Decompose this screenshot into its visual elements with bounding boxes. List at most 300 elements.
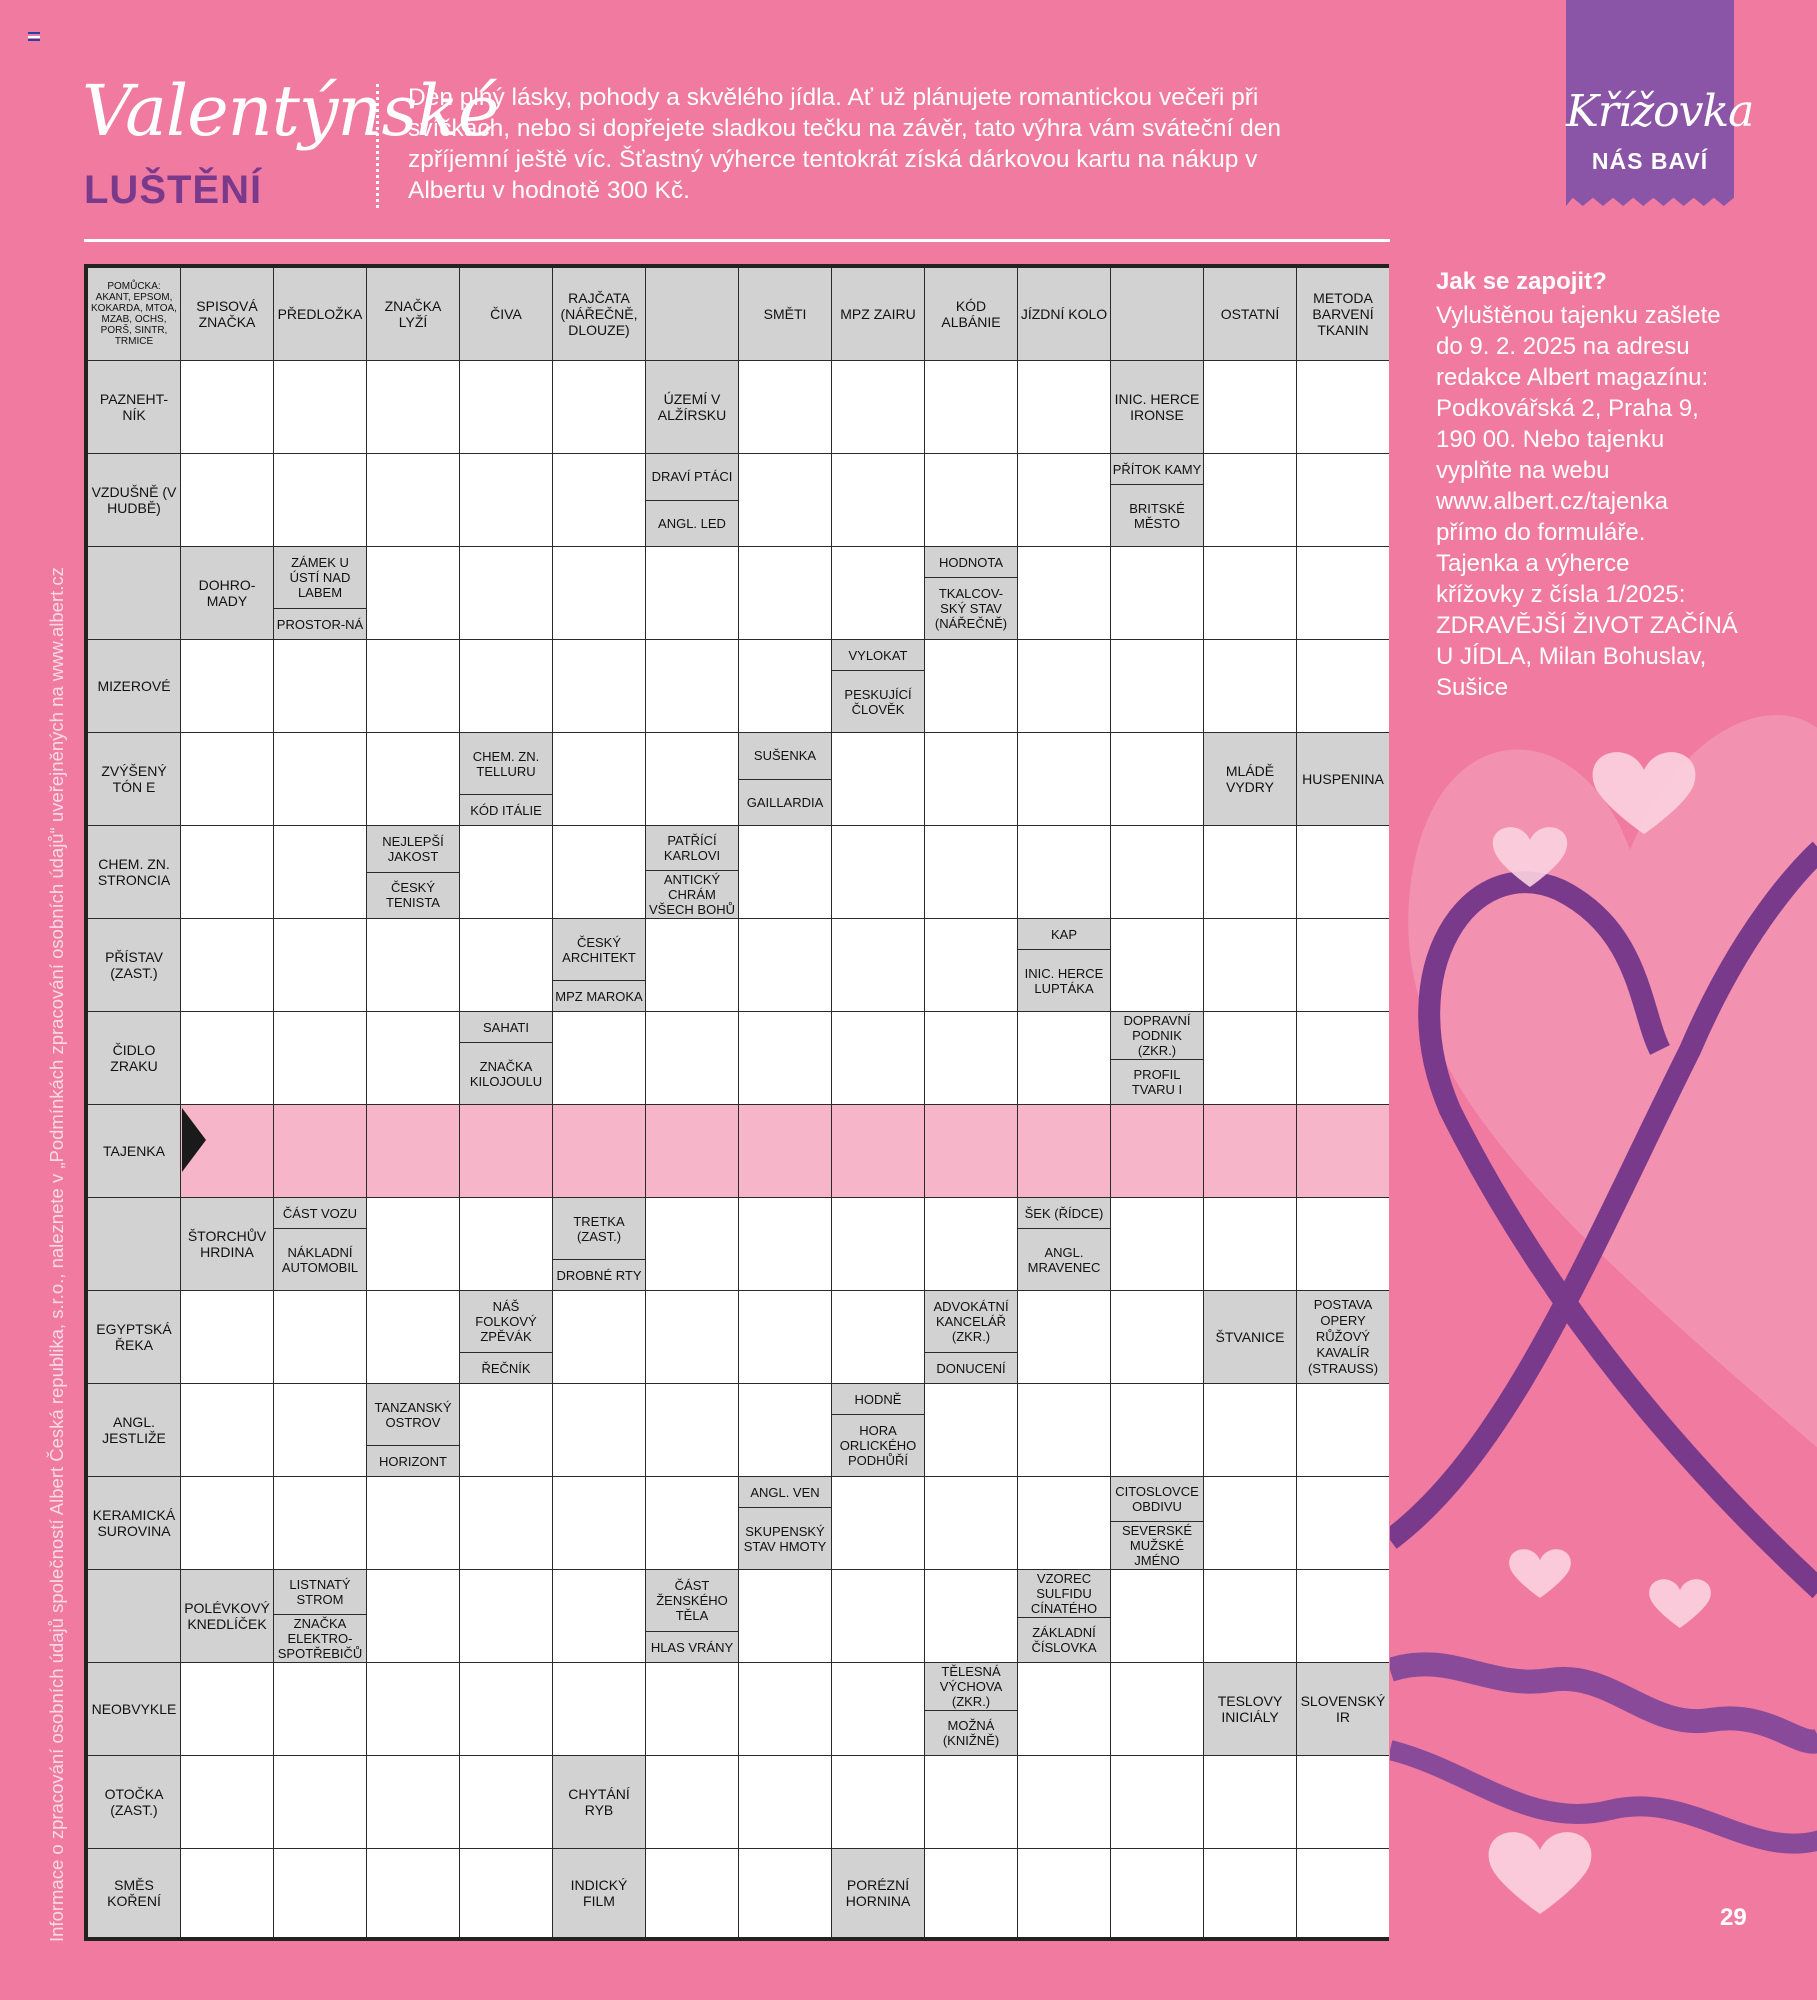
clue-text: CHEM. ZN. TELLURU: [460, 733, 552, 794]
split-clue-cell: [553, 919, 645, 1011]
answer-cell[interactable]: [1297, 454, 1389, 546]
answer-cell[interactable]: [646, 1849, 738, 1937]
split-clue-cell: [832, 640, 924, 732]
answer-cell[interactable]: [274, 733, 366, 825]
answer-cell[interactable]: [181, 1477, 273, 1569]
split-clue-cell: [367, 826, 459, 918]
answer-cell[interactable]: [646, 733, 738, 825]
split-clue-cell: [646, 454, 738, 546]
left-clue-13: KERAMICKÁ SUROVINA: [88, 1477, 180, 1569]
answer-cell[interactable]: [1111, 919, 1203, 1011]
top-clue-5: RAJČATA (NÁŘEČNĚ, DLOUZE): [553, 268, 645, 360]
answer-cell[interactable]: [1204, 1012, 1296, 1104]
answer-cell[interactable]: [1297, 1570, 1389, 1662]
clue-text: ANGL. VEN: [739, 1477, 831, 1507]
answer-cell[interactable]: [925, 1384, 1017, 1476]
answer-cell[interactable]: [832, 1570, 924, 1662]
answer-cell[interactable]: [553, 1012, 645, 1104]
split-clue-cell: [460, 733, 552, 825]
answer-cell[interactable]: [832, 1198, 924, 1290]
answer-cell[interactable]: [1018, 1291, 1110, 1383]
badge-script-text: Křížovka: [1566, 86, 1754, 137]
answer-cell[interactable]: [1018, 1012, 1110, 1104]
clue-text: ANGL. LED: [646, 501, 738, 547]
hint-cell: POMŮCKA: AKANT, EPSOM, KOKARDA, MTOA, MZAB, OCHS, PORŠ, SINTR, TRMICE: [88, 268, 180, 360]
answer-cell[interactable]: [739, 547, 831, 639]
title-bold: LUŠTĚNÍ: [84, 168, 263, 212]
answer-cell[interactable]: [739, 919, 831, 1011]
answer-cell[interactable]: [460, 1384, 552, 1476]
answer-cell[interactable]: [367, 1291, 459, 1383]
answer-cell[interactable]: [1111, 1849, 1203, 1937]
answer-cell[interactable]: [1018, 361, 1110, 453]
inner-clue-cell: ŠTVANICE: [1204, 1291, 1296, 1383]
answer-cell[interactable]: [274, 1012, 366, 1104]
clue-text: ČESKÝ ARCHITEKT: [553, 919, 645, 980]
left-clue-12: ANGL. JESTLIŽE: [88, 1384, 180, 1476]
clue-text: PROSTOR-NÁ: [274, 609, 366, 639]
answer-cell[interactable]: [739, 1384, 831, 1476]
answer-cell[interactable]: [739, 1570, 831, 1662]
answer-cell[interactable]: [1111, 547, 1203, 639]
split-clue-cell: [739, 1477, 831, 1569]
tajenka-answer-cell[interactable]: [1018, 1105, 1110, 1197]
answer-cell[interactable]: [832, 547, 924, 639]
answer-cell[interactable]: [1297, 1849, 1389, 1937]
left-clue-1: PAZNEHT-NÍK: [88, 361, 180, 453]
split-clue-cell: [1111, 454, 1203, 546]
answer-cell[interactable]: [739, 1012, 831, 1104]
title-script: Valentýnské: [82, 70, 499, 152]
answer-cell[interactable]: [1204, 1756, 1296, 1848]
clue-text: SAHATI: [460, 1012, 552, 1042]
answer-cell[interactable]: [646, 1384, 738, 1476]
crossword-grid: [88, 268, 1389, 1937]
clue-text: ČESKÝ TENISTA: [367, 873, 459, 919]
answer-cell[interactable]: [1204, 1477, 1296, 1569]
answer-cell[interactable]: [739, 640, 831, 732]
inner-clue-cell: ŠTORCHŮV HRDINA: [181, 1198, 273, 1290]
answer-cell[interactable]: [460, 826, 552, 918]
decorative-hearts-background: [1390, 690, 1817, 2000]
left-clue-3: [88, 547, 180, 639]
answer-cell[interactable]: [925, 826, 1017, 918]
tajenka-answer-cell[interactable]: [832, 1105, 924, 1197]
answer-cell[interactable]: [460, 1756, 552, 1848]
privacy-side-text: Informace o zpracování osobních údajů společností Albert Česká republika, s.r.o., naleznete v „Podmínkách zpracování osobních údajů“ uveřejněných na www.albert.cz: [46, 567, 67, 1942]
inner-clue-cell: PORÉZNÍ HORNINA: [832, 1849, 924, 1937]
answer-cell[interactable]: [925, 919, 1017, 1011]
answer-cell[interactable]: [367, 454, 459, 546]
answer-cell[interactable]: [739, 1663, 831, 1755]
answer-cell[interactable]: [1204, 1198, 1296, 1290]
answer-cell[interactable]: [460, 919, 552, 1011]
clue-text: ZNAČKA ELEKTRO-SPOTŘEBIČŮ: [274, 1615, 366, 1662]
left-clue-7: PŘÍSTAV (ZAST.): [88, 919, 180, 1011]
answer-cell[interactable]: [646, 919, 738, 1011]
answer-cell[interactable]: [925, 733, 1017, 825]
tajenka-answer-cell[interactable]: [460, 1105, 552, 1197]
left-clue-17: SMĚS KOŘENÍ: [88, 1849, 180, 1937]
answer-cell[interactable]: [1297, 1477, 1389, 1569]
tajenka-arrow-icon: [182, 1108, 206, 1172]
corner-mark-icon: [28, 28, 40, 37]
answer-cell[interactable]: [646, 1477, 738, 1569]
clue-text: HLAS VRÁNY: [646, 1632, 738, 1662]
inner-clue-cell: POLÉVKOVÝ KNEDLÍČEK: [181, 1570, 273, 1662]
split-clue-cell: [367, 1384, 459, 1476]
answer-cell[interactable]: [460, 1198, 552, 1290]
answer-cell[interactable]: [646, 1663, 738, 1755]
top-clue-7: SMĚTI: [739, 268, 831, 360]
answer-cell[interactable]: [925, 640, 1017, 732]
answer-cell[interactable]: [367, 1756, 459, 1848]
answer-cell[interactable]: [1111, 826, 1203, 918]
header-divider: [84, 239, 1390, 242]
answer-cell[interactable]: [553, 1384, 645, 1476]
inner-clue-cell: DOHRO-MADY: [181, 547, 273, 639]
top-clue-8: MPZ ZAIRU: [832, 268, 924, 360]
answer-cell[interactable]: [832, 1663, 924, 1755]
clue-text: DONUCENÍ: [925, 1353, 1017, 1383]
split-clue-cell: [925, 1663, 1017, 1755]
answer-cell[interactable]: [460, 454, 552, 546]
clue-text: HODNOTA: [925, 547, 1017, 577]
left-clue-11: EGYPTSKÁ ŘEKA: [88, 1291, 180, 1383]
answer-cell[interactable]: [646, 1756, 738, 1848]
answer-cell[interactable]: [460, 547, 552, 639]
clue-text: KÓD ITÁLIE: [460, 795, 552, 825]
clue-text: SKUPENSKÝ STAV HMOTY: [739, 1508, 831, 1569]
clue-text: KAP: [1018, 919, 1110, 949]
clue-text: INIC. HERCE LUPTÁKA: [1018, 950, 1110, 1011]
answer-cell[interactable]: [925, 1570, 1017, 1662]
answer-cell[interactable]: [367, 1849, 459, 1937]
split-clue-cell: [460, 1291, 552, 1383]
clue-text: PATŘÍCÍ KARLOVI: [646, 826, 738, 870]
answer-cell[interactable]: [1111, 640, 1203, 732]
clue-text: NÁŠ FOLKOVÝ ZPĚVÁK: [460, 1291, 552, 1352]
answer-cell[interactable]: [1111, 1198, 1203, 1290]
left-clue-9: TAJENKA: [88, 1105, 180, 1197]
answer-cell[interactable]: [274, 361, 366, 453]
left-clue-4: MIZEROVÉ: [88, 640, 180, 732]
top-clue-13: METODA BARVENÍ TKANIN: [1297, 268, 1389, 360]
answer-cell[interactable]: [274, 454, 366, 546]
inner-clue-cell: ÚZEMÍ V ALŽÍRSKU: [646, 361, 738, 453]
split-clue-cell: [925, 1291, 1017, 1383]
answer-cell[interactable]: [832, 454, 924, 546]
inner-clue-cell: MLÁDĚ VYDRY: [1204, 733, 1296, 825]
answer-cell[interactable]: [1204, 1384, 1296, 1476]
answer-cell[interactable]: [925, 1012, 1017, 1104]
clue-text: PŘÍTOK KAMY: [1111, 454, 1203, 484]
split-clue-cell: [1018, 1198, 1110, 1290]
split-clue-cell: [460, 1012, 552, 1104]
answer-cell[interactable]: [646, 1291, 738, 1383]
answer-cell[interactable]: [1111, 1384, 1203, 1476]
answer-cell[interactable]: [1204, 1570, 1296, 1662]
sidebar-heading: Jak se zapojit?: [1436, 268, 1607, 295]
answer-cell[interactable]: [553, 1663, 645, 1755]
answer-cell[interactable]: [181, 1012, 273, 1104]
answer-cell[interactable]: [832, 1477, 924, 1569]
answer-cell[interactable]: [460, 640, 552, 732]
sidebar-body: Vyluštěnou tajenku zašlete do 9. 2. 2025 na adresu redakce Albert magazínu: Podkovářská 2, Praha 9, 190 00. Nebo tajenku vyplňte na webu www.albert.cz/tajenka přímo do formuláře. Tajenka a výherce křížovky z čísla 1/2025: ZDRAVĚJŠÍ ŽIVOT ZAČÍNÁ U JÍDLA, Milan Bohuslav, Sušice: [1436, 302, 1738, 701]
badge-caps-text: NÁS BAVÍ: [1591, 148, 1709, 174]
answer-cell[interactable]: [1297, 361, 1389, 453]
tajenka-answer-cell[interactable]: [367, 1105, 459, 1197]
answer-cell[interactable]: [274, 1849, 366, 1937]
clue-text: TKALCOV-SKÝ STAV (NÁŘEČNĚ): [925, 578, 1017, 639]
answer-cell[interactable]: [1297, 1198, 1389, 1290]
answer-cell[interactable]: [739, 1198, 831, 1290]
clue-text: TANZANSKÝ OSTROV: [367, 1384, 459, 1445]
tajenka-answer-cell[interactable]: [646, 1105, 738, 1197]
answer-cell[interactable]: [1297, 547, 1389, 639]
answer-cell[interactable]: [1297, 640, 1389, 732]
answer-cell[interactable]: [367, 547, 459, 639]
answer-cell[interactable]: [832, 361, 924, 453]
answer-cell[interactable]: [1018, 1477, 1110, 1569]
answer-cell[interactable]: [646, 1198, 738, 1290]
left-clue-15: NEOBVYKLE: [88, 1663, 180, 1755]
clue-text: ČÁST VOZU: [274, 1198, 366, 1228]
answer-cell[interactable]: [1204, 1849, 1296, 1937]
clue-text: ŠEK (ŘÍDCE): [1018, 1198, 1110, 1228]
answer-cell[interactable]: [181, 361, 273, 453]
answer-cell[interactable]: [925, 361, 1017, 453]
split-clue-cell: [646, 826, 738, 918]
answer-cell[interactable]: [925, 1756, 1017, 1848]
answer-cell[interactable]: [274, 1477, 366, 1569]
answer-cell[interactable]: [553, 640, 645, 732]
tajenka-answer-cell[interactable]: [553, 1105, 645, 1197]
answer-cell[interactable]: [1297, 1012, 1389, 1104]
answer-cell[interactable]: [832, 1291, 924, 1383]
answer-cell[interactable]: [274, 1384, 366, 1476]
answer-cell[interactable]: [1018, 1849, 1110, 1937]
clue-text: BRITSKÉ MĚSTO: [1111, 485, 1203, 546]
clue-text: HORA ORLICKÉHO PODHŮŘÍ: [832, 1415, 924, 1476]
answer-cell[interactable]: [1297, 1756, 1389, 1848]
clue-text: ČÁST ŽENSKÉHO TĚLA: [646, 1570, 738, 1631]
answer-cell[interactable]: [739, 454, 831, 546]
answer-cell[interactable]: [553, 1570, 645, 1662]
answer-cell[interactable]: [553, 454, 645, 546]
answer-cell[interactable]: [1111, 1291, 1203, 1383]
answer-cell[interactable]: [832, 919, 924, 1011]
inner-clue-cell: POSTAVA OPERY RŮŽOVÝ KAVALÍR (STRAUSS): [1297, 1291, 1389, 1383]
answer-cell[interactable]: [1204, 919, 1296, 1011]
answer-cell[interactable]: [1204, 454, 1296, 546]
answer-cell[interactable]: [1111, 1756, 1203, 1848]
answer-cell[interactable]: [181, 1849, 273, 1937]
top-clue-1: SPISOVÁ ZNAČKA: [181, 268, 273, 360]
answer-cell[interactable]: [553, 1291, 645, 1383]
clue-text: HODNĚ: [832, 1384, 924, 1414]
clue-text: GAILLARDIA: [739, 780, 831, 826]
answer-cell[interactable]: [367, 640, 459, 732]
answer-cell[interactable]: [274, 1291, 366, 1383]
answer-cell[interactable]: [1018, 640, 1110, 732]
clue-text: MPZ MAROKA: [553, 981, 645, 1011]
answer-cell[interactable]: [646, 1012, 738, 1104]
answer-cell[interactable]: [1111, 733, 1203, 825]
split-clue-cell: [274, 1570, 366, 1662]
clue-text: ZÁMEK U ÚSTÍ NAD LABEM: [274, 547, 366, 608]
answer-cell[interactable]: [739, 826, 831, 918]
left-clue-6: CHEM. ZN. STRONCIA: [88, 826, 180, 918]
answer-cell[interactable]: [181, 1663, 273, 1755]
top-clue-4: ČIVA: [460, 268, 552, 360]
clue-text: TĚLESNÁ VÝCHOVA (ZKR.): [925, 1663, 1017, 1710]
clue-text: VYLOKAT: [832, 640, 924, 670]
answer-cell[interactable]: [646, 640, 738, 732]
tajenka-answer-cell[interactable]: [1204, 1105, 1296, 1197]
answer-cell[interactable]: [460, 1849, 552, 1937]
answer-cell[interactable]: [274, 826, 366, 918]
answer-cell[interactable]: [1018, 547, 1110, 639]
answer-cell[interactable]: [739, 1849, 831, 1937]
answer-cell[interactable]: [367, 1012, 459, 1104]
tajenka-answer-cell[interactable]: [739, 1105, 831, 1197]
clue-text: VZOREC SULFIDU CÍNATÉHO: [1018, 1570, 1110, 1617]
inner-clue-cell: INIC. HERCE IRONSE: [1111, 361, 1203, 453]
clue-text: HORIZONT: [367, 1446, 459, 1476]
answer-cell[interactable]: [274, 919, 366, 1011]
answer-cell[interactable]: [460, 361, 552, 453]
clue-text: DOPRAVNÍ PODNIK (ZKR.): [1111, 1012, 1203, 1059]
answer-cell[interactable]: [1204, 547, 1296, 639]
answer-cell[interactable]: [1297, 1384, 1389, 1476]
tajenka-answer-cell[interactable]: [1297, 1105, 1389, 1197]
split-clue-cell: [1018, 1570, 1110, 1662]
split-clue-cell: [274, 1198, 366, 1290]
answer-cell[interactable]: [367, 1477, 459, 1569]
answer-cell[interactable]: [367, 1570, 459, 1662]
split-clue-cell: [739, 733, 831, 825]
answer-cell[interactable]: [274, 1756, 366, 1848]
answer-cell[interactable]: [181, 1291, 273, 1383]
answer-cell[interactable]: [367, 733, 459, 825]
answer-cell[interactable]: [181, 919, 273, 1011]
answer-cell[interactable]: [1018, 733, 1110, 825]
answer-cell[interactable]: [553, 547, 645, 639]
answer-cell[interactable]: [460, 1477, 552, 1569]
answer-cell[interactable]: [1297, 919, 1389, 1011]
answer-cell[interactable]: [367, 1663, 459, 1755]
answer-cell[interactable]: [1111, 1663, 1203, 1755]
answer-cell[interactable]: [1297, 826, 1389, 918]
answer-cell[interactable]: [181, 1384, 273, 1476]
answer-cell[interactable]: [925, 1849, 1017, 1937]
answer-cell[interactable]: [739, 1291, 831, 1383]
answer-cell[interactable]: [739, 361, 831, 453]
answer-cell[interactable]: [1018, 1384, 1110, 1476]
answer-cell[interactable]: [181, 640, 273, 732]
answer-cell[interactable]: [739, 1756, 831, 1848]
answer-cell[interactable]: [367, 1198, 459, 1290]
inner-clue-cell: CHYTÁNÍ RYB: [553, 1756, 645, 1848]
answer-cell[interactable]: [181, 1756, 273, 1848]
split-clue-cell: [1018, 919, 1110, 1011]
answer-cell[interactable]: [553, 1477, 645, 1569]
clue-text: ANGL. MRAVENEC: [1018, 1229, 1110, 1290]
answer-cell[interactable]: [832, 1012, 924, 1104]
answer-cell[interactable]: [460, 1663, 552, 1755]
answer-cell[interactable]: [274, 640, 366, 732]
top-clue-3: ZNAČKA LYŽÍ: [367, 268, 459, 360]
answer-cell[interactable]: [925, 1477, 1017, 1569]
tajenka-answer-cell[interactable]: [274, 1105, 366, 1197]
clue-text: NEJLEPŠÍ JAKOST: [367, 826, 459, 872]
clue-text: DROBNÉ RTY: [553, 1260, 645, 1290]
clue-text: TRETKA (ZAST.): [553, 1198, 645, 1259]
answer-cell[interactable]: [1204, 361, 1296, 453]
left-clue-2: VZDUŠNĚ (V HUDBĚ): [88, 454, 180, 546]
answer-cell[interactable]: [553, 826, 645, 918]
answer-cell[interactable]: [832, 826, 924, 918]
answer-cell[interactable]: [460, 1570, 552, 1662]
answer-cell[interactable]: [1018, 454, 1110, 546]
split-clue-cell: [553, 1198, 645, 1290]
answer-cell[interactable]: [925, 1198, 1017, 1290]
answer-cell[interactable]: [832, 733, 924, 825]
clue-text: PESKUJÍCÍ ČLOVĚK: [832, 671, 924, 732]
split-clue-cell: [925, 547, 1017, 639]
clue-text: PROFIL TVARU I: [1111, 1060, 1203, 1104]
answer-cell[interactable]: [925, 454, 1017, 546]
answer-cell[interactable]: [1018, 826, 1110, 918]
top-clue-9: KÓD ALBÁNIE: [925, 268, 1017, 360]
answer-cell[interactable]: [1204, 640, 1296, 732]
answer-cell[interactable]: [367, 919, 459, 1011]
intro-text: Den plný lásky, pohody a skvělého jídla. Ať už plánujete romantickou večeři při svíčkách, nebo si dopřejete sladkou tečku na závěr, tato výhra vám sváteční den zpříjemní ještě víc. Šťastný výherce tentokrát získá dárkovou kartu na nákup v Albertu v hodnotě 300 Kč.: [408, 84, 1281, 204]
clue-text: NÁKLADNÍ AUTOMOBIL: [274, 1229, 366, 1290]
answer-cell[interactable]: [1111, 1570, 1203, 1662]
split-clue-cell: [1111, 1012, 1203, 1104]
clue-text: CITOSLOVCE OBDIVU: [1111, 1477, 1203, 1521]
top-clue-11: [1111, 268, 1203, 360]
answer-cell[interactable]: [181, 454, 273, 546]
left-clue-10: [88, 1198, 180, 1290]
answer-cell[interactable]: [646, 547, 738, 639]
answer-cell[interactable]: [1204, 826, 1296, 918]
answer-cell[interactable]: [832, 1756, 924, 1848]
tajenka-answer-cell[interactable]: [925, 1105, 1017, 1197]
answer-cell[interactable]: [181, 826, 273, 918]
split-clue-cell: [646, 1570, 738, 1662]
tajenka-answer-cell[interactable]: [1111, 1105, 1203, 1197]
split-clue-cell: [274, 547, 366, 639]
answer-cell[interactable]: [1018, 1756, 1110, 1848]
top-clue-6: [646, 268, 738, 360]
page-number: 29: [1720, 1904, 1747, 1931]
answer-cell[interactable]: [1018, 1663, 1110, 1755]
split-clue-cell: [1111, 1477, 1203, 1569]
answer-cell[interactable]: [274, 1663, 366, 1755]
inner-clue-cell: INDICKÝ FILM: [553, 1849, 645, 1937]
top-clue-10: JÍZDNÍ KOLO: [1018, 268, 1110, 360]
clue-text: DRAVÍ PTÁCI: [646, 454, 738, 500]
answer-cell[interactable]: [553, 733, 645, 825]
clue-text: ŘEČNÍK: [460, 1353, 552, 1383]
left-clue-5: ZVÝŠENÝ TÓN E: [88, 733, 180, 825]
answer-cell[interactable]: [181, 733, 273, 825]
answer-cell[interactable]: [553, 361, 645, 453]
answer-cell[interactable]: [367, 361, 459, 453]
